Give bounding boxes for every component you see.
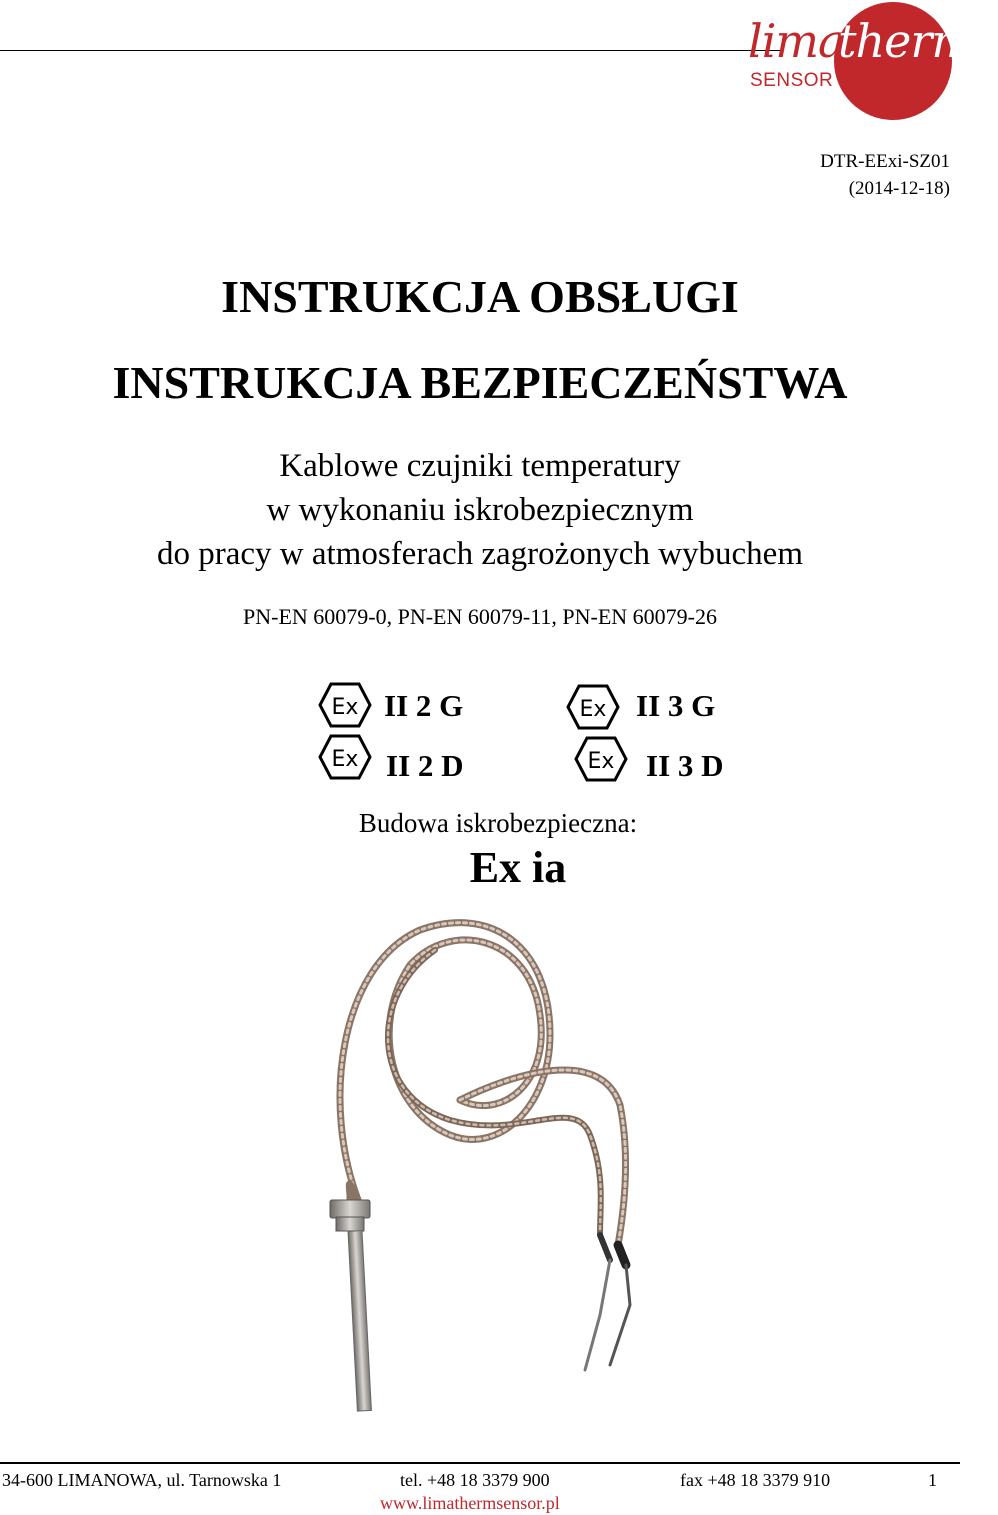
- title-operating-manual: INSTRUKCJA OBSŁUGI: [221, 271, 739, 322]
- ex-hexagon-icon: [318, 682, 372, 728]
- construction-label: Budowa iskrobezpieczna:: [358, 808, 638, 838]
- marking-ii-3-d: II 3 D: [646, 748, 724, 783]
- standards-list: PN-EN 60079-0, PN-EN 60079-11, PN-EN 60079-26: [243, 604, 717, 629]
- subtitle-line: Kablowe czujniki temperatury: [279, 448, 681, 484]
- marking-ii-2-d: II 2 D: [386, 748, 464, 783]
- construction-value: Ex ia: [469, 843, 567, 892]
- page-number: 1: [928, 1470, 937, 1490]
- limatherm-logo: [742, 0, 974, 120]
- document-reference: [820, 148, 950, 202]
- ex-hexagon-icon: [318, 734, 372, 780]
- ex-hexagon-icon: [566, 684, 620, 730]
- logo-text-therm: therm: [838, 14, 974, 68]
- logo-text-lima: lima: [748, 14, 845, 68]
- document-code: DTR-EExi-SZ01: [820, 151, 950, 172]
- ex-glyph: Ex: [331, 747, 359, 772]
- footer-website-link[interactable]: www.limathermsensor.pl: [380, 1493, 560, 1513]
- marking-ii-2-g: II 2 G: [384, 688, 464, 723]
- sensor-cable-photo: [300, 905, 660, 1425]
- subtitle-line: w wykonaniu iskrobezpiecznym: [266, 492, 694, 528]
- footer-fax: fax +48 18 3379 910: [680, 1470, 831, 1490]
- marking-ii-3-g: II 3 G: [636, 688, 716, 723]
- subtitle-line: do pracy w atmosferach zagrożonych wybuchem: [157, 536, 803, 572]
- ex-glyph: Ex: [579, 697, 607, 722]
- footer-rule: [0, 1462, 960, 1464]
- ex-glyph: Ex: [331, 695, 359, 720]
- footer-phone: tel. +48 18 3379 900: [400, 1470, 550, 1490]
- ex-glyph: Ex: [587, 749, 615, 774]
- document-date: (2014-12-18): [848, 178, 950, 199]
- ex-hexagon-icon: [574, 736, 628, 782]
- product-description: [0, 444, 960, 576]
- logo-text-sensor: SENSOR: [750, 70, 834, 91]
- footer-address: 34-600 LIMANOWA, ul. Tarnowska 1: [2, 1470, 282, 1490]
- title-safety-manual: INSTRUKCJA BEZPIECZEŃSTWA: [112, 357, 848, 408]
- header-rule: [0, 50, 780, 51]
